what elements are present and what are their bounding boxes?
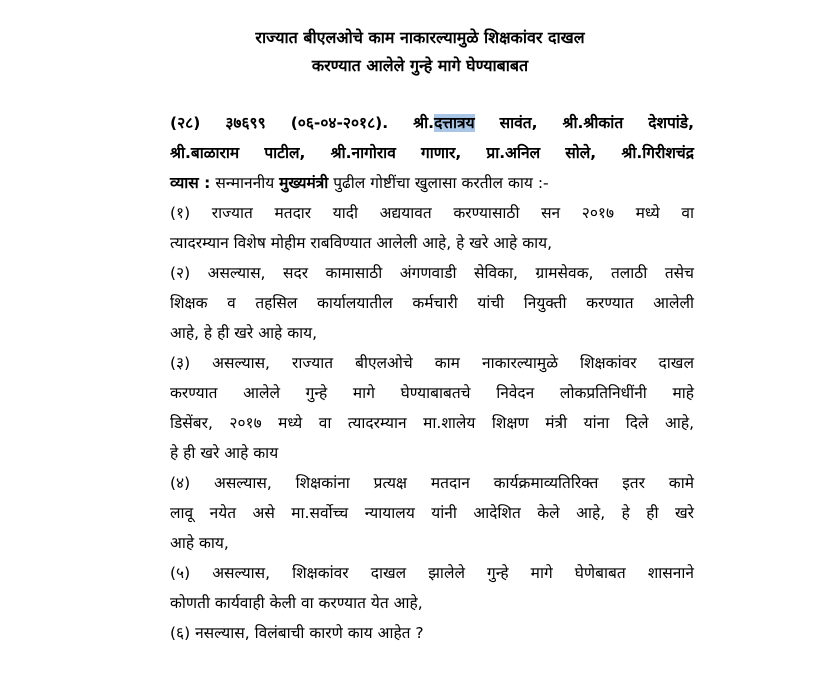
intro-text-c: पुढील गोष्टींचा खुलासा करतील काय :- [328,174,549,192]
member-names-2: श्री.बाळाराम पाटील, श्री.नागोराव गाणार, प्रा.अनिल सोले, श्री.गिरीशचंद्र [170,144,694,162]
question-item-line: (२) असल्यास, सदर कामासाठी अंगणवाडी सेविका, ग्रामसेवक, तलाठी तसेच [170,264,694,282]
member-prefix: श्री. [388,114,435,132]
question-item [170,198,694,258]
question-item-line: (१) राज्यात मतदार यादी अद्ययावत करण्यासाठी सन २०१७ मध्ये वा [170,204,694,222]
question-item-line: करण्यात आलेले गुन्हे मागे घेण्याबाबतचे निवेदन लोकप्रतिनिधींनी माहे [170,384,694,402]
question-item-line: लावू नयेत असे मा.सर्वोच्च न्यायालय यांनी आदेशित केले आहे, हे ही खरे [170,504,694,522]
question-item-line: त्यादरम्यान विशेष मोहीम राबविण्यात आलेली आहे, हे खरे आहे काय, [170,234,553,252]
document-title [160,24,680,80]
question-header-line-1 [170,108,694,138]
question-item-line: (४) असल्यास, शिक्षकांना प्रत्यक्ष मतदान कार्यक्रमाव्यतिरिक्त इतर कामे [170,474,694,492]
question-item [170,348,694,468]
question-reference: (२८) ३७६९९ (०६-०४-२०१८). [170,114,389,132]
question-item [170,258,694,348]
question-item [170,468,694,558]
intro-text-a: सन्माननीय [210,174,280,192]
question-item-line: कोणती कार्यवाही केली वा करण्यात येत आहे, [170,594,423,612]
member-names-3: व्यास : [170,174,211,192]
question-item-line: आहे काय, [170,534,229,552]
question-item-line: शिक्षक व तहसिल कार्यालयातील कर्मचारी यांची नियुक्ती करण्यात आलेली [170,294,694,312]
question-item-line: आहे, हे ही खरे आहे काय, [170,324,318,342]
question-item-line: हे ही खरे आहे काय [170,444,279,462]
question-item [170,558,694,618]
question-item-line: (५) असल्यास, शिक्षकांवर दाखल झालेले गुन्हे मागे घेणेबाबत शासनाने [170,564,694,582]
question-intro-line [170,168,694,198]
question-item-line: (६) नसल्यास, विलंबाची कारणे काय आहेत ? [170,624,424,642]
question-item [170,618,694,648]
title-line-1: राज्यात बीएलओचे काम नाकारल्यामुळे शिक्षकांवर दाखल [255,28,585,47]
addressee: मुख्यमंत्री [279,174,329,192]
question-body [170,108,694,648]
member-names-1: सावंत, श्री.श्रीकांत देशपांडे, [474,114,694,132]
question-items [170,198,694,648]
question-item-line: (३) असल्यास, राज्यात बीएलओचे काम नाकारल्यामुळे शिक्षकांवर दाखल [170,354,694,372]
title-line-2: करण्यात आलेले गुन्हे मागे घेण्याबाबत [311,56,529,75]
highlighted-member-name: दत्तात्रय [434,114,475,132]
question-item-line: डिसेंबर, २०१७ मध्ये वा त्यादरम्यान मा.शालेय शिक्षण मंत्री यांना दिले आहे, [170,414,694,432]
